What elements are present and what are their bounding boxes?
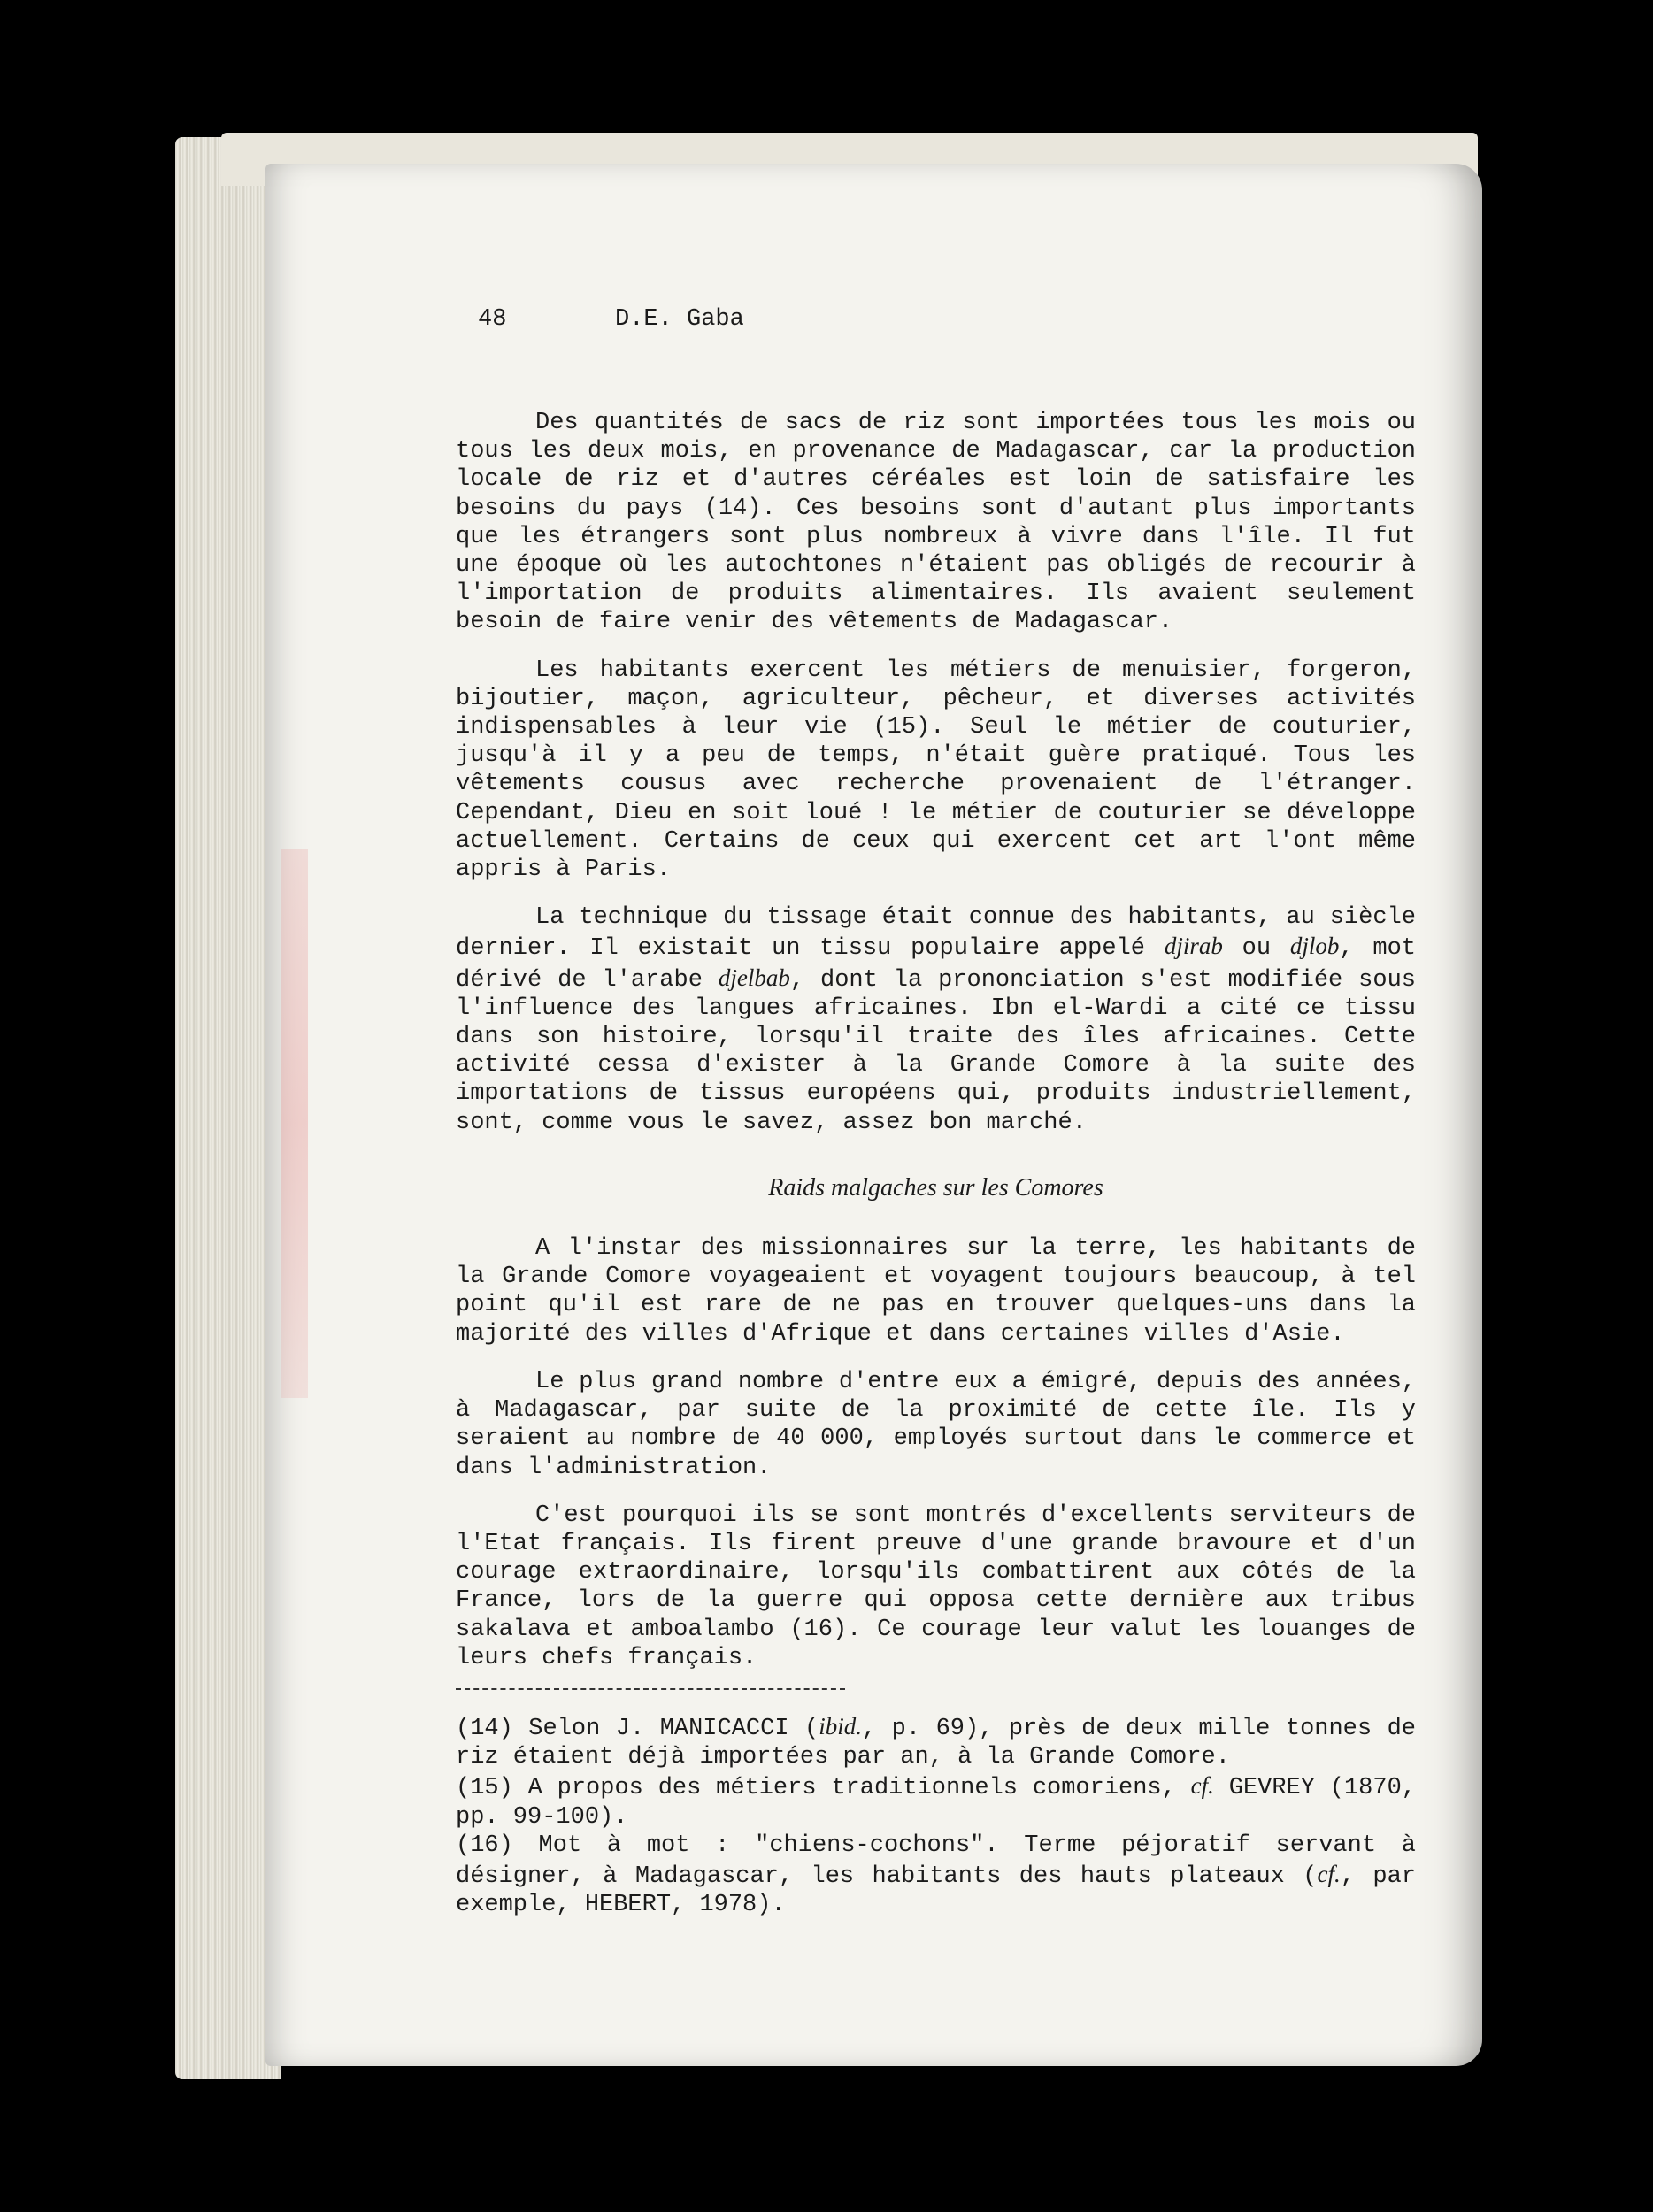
term-djirab: djirab (1164, 933, 1223, 960)
running-header (478, 306, 744, 333)
body-text (456, 409, 1416, 1692)
footnotes (456, 1712, 1416, 1919)
section-title: Raids malgaches sur les Comores (768, 1173, 1103, 1202)
term-djelbab: djelbab (718, 964, 790, 991)
paragraph-service: C'est pourquoi ils se sont montrés d'excellents serviteurs de l'Etat français. Ils firent preuve d'une grande bravoure et d'un courage extraordinaire, lorsqu'ils combattirent aux côtés de la France, lors de la guerre qui opposa cette dernière aux tribus sakalava et amboalambo (16). Ce courage leur valut les louanges de leurs chefs français. (456, 1502, 1416, 1671)
paragraph-travel: A l'instar des missionnaires sur la terre, les habitants de la Grande Comore voyageaient et voyagent toujours beaucoup, à tel point qu'il est rare de ne pas en trouver quelques-uns dans la majorité des villes d'Afrique et dans certaines villes d'Asie. (456, 1235, 1416, 1348)
paragraph-rice-imports: Des quantités de sacs de riz sont importées tous les mois ou tous les deux mois, en provenance de Madagascar, car la production locale de riz et d'autres céréales est loin de satisfaire les besoins du pays (14). Ces besoins sont d'autant plus importants que les étrangers sont plus nombreux à vivre dans l'île. Il fut une époque où les autochtones n'étaient pas obligés de recourir à l'importation de produits alimentaires. Ils avaient seulement besoin de faire venir des vêtements de Madagascar. (456, 410, 1416, 636)
page-number: 48 (478, 306, 507, 333)
paragraph-weaving: La technique du tissage était connue des habitants, au siècle dernier. Il existait un tissu populaire appelé djirab ou djlob, mot dérivé de l'arabe djelbab, dont la prononciation s'est modifiée sous l'influence des langues africaines. Ibn el-Wardi a cité ce tissu dans son histoire, lorsqu'il traite des îles africaines. Cette activité cessa d'exister à la Grande Comore à la suite des importations de tissus européens qui, produits industriellement, sont, comme vous le savez, assez bon marché. (456, 904, 1417, 1136)
footnote-14: (14) Selon J. MANICACCI (ibid., p. 69), près de deux mille tonnes de riz étaient déjà importées par an, à la Grande Comore. (456, 1713, 1416, 1771)
footnote-15: (15) A propos des métiers traditionnels comoriens, cf. GEVREY (1870, pp. 99-100). (456, 1772, 1416, 1831)
footnote-separator (456, 1688, 845, 1690)
term-djlob: djlob (1289, 933, 1340, 960)
paragraph-emigration: Le plus grand nombre d'entre eux a émigré, depuis des années, à Madagascar, par suite de la proximité de cette île. Ils y seraient au nombre de 40 000, employés surtout dans le commerce et dans l'administration. (456, 1368, 1416, 1481)
footnote-16: (16) Mot à mot : "chiens-cochons". Terme péjoratif servant à désigner, à Madagascar, les habitants des hauts plateaux (cf., par exemple, HEBERT, 1978). (456, 1832, 1416, 1919)
show-through-stamp (281, 849, 308, 1398)
running-header-author: D.E. Gaba (615, 306, 744, 333)
paragraph-trades: Les habitants exercent les métiers de menuisier, forgeron, bijoutier, maçon, agriculteur, pêcheur, et diverses activités indispensables à leur vie (15). Seul le métier de couturier, jusqu'à il y a peu de temps, n'était guère pratiqué. Tous les vêtements cousus avec recherche provenaient de l'étranger. Cependant, Dieu en soit loué ! le métier de couturier se développe actuellement. Certains de ceux qui exercent cet art l'ont même appris à Paris. (456, 657, 1416, 884)
